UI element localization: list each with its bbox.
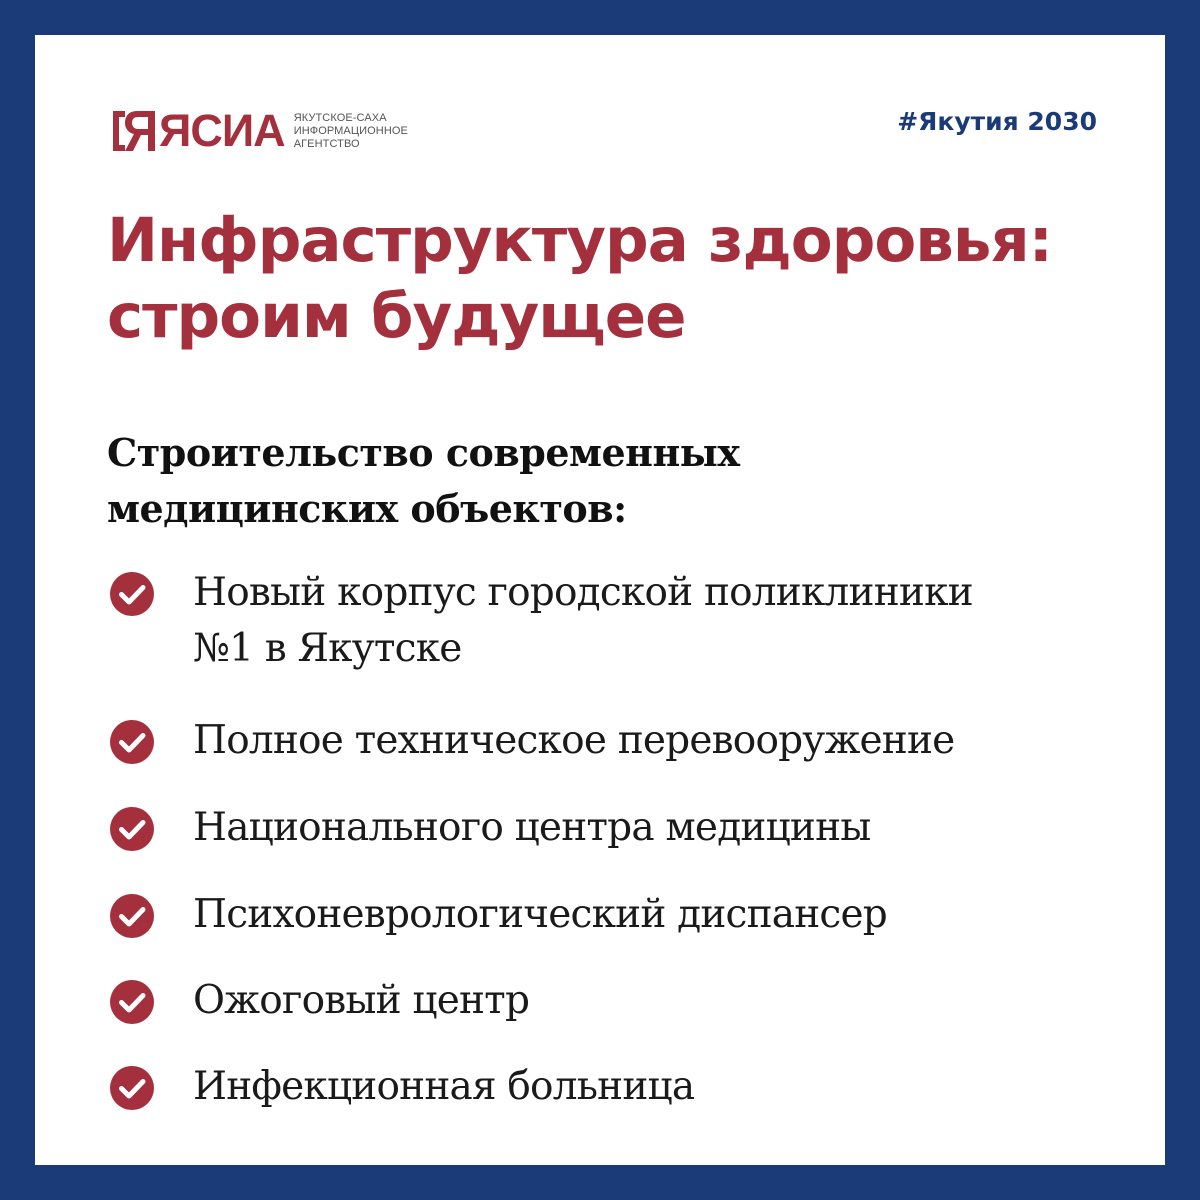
list-item-line: Инфекционная больница — [193, 1064, 695, 1109]
list-item-text — [193, 973, 1113, 1029]
subheading-line: Строительство современных — [107, 430, 740, 475]
headline — [107, 203, 1127, 355]
list-item-line: Психоневрологический диспансер — [193, 892, 887, 937]
headline-line: строим будущее — [107, 281, 686, 352]
list-item-line: Новый корпус городской поликлиники — [193, 570, 973, 615]
check-circle-icon — [109, 806, 155, 852]
subheading — [107, 425, 1107, 537]
brand-logo — [111, 105, 408, 157]
headline-line: Инфраструктура здоровья: — [107, 205, 1053, 276]
hashtag: #Якутия 2030 — [897, 107, 1097, 136]
check-circle-icon — [109, 719, 155, 765]
list-item-text — [193, 887, 1113, 943]
logo-tagline-line: АГЕНТСТВО — [293, 137, 360, 150]
check-circle-icon — [109, 893, 155, 939]
logo-tagline-line: ИНФОРМАЦИОННОЕ — [293, 124, 408, 137]
list-item-line: Ожоговый центр — [193, 978, 530, 1023]
logo-tagline-line: ЯКУТСКОЕ-САХА — [293, 111, 387, 124]
list-item-line: Полное техническое перевооружение — [193, 718, 955, 763]
list-item-line: №1 в Якутске — [193, 626, 462, 671]
logo-tagline — [294, 112, 408, 151]
content-card — [35, 35, 1165, 1165]
check-circle-icon — [109, 1065, 155, 1111]
list-item-line: Национального центра медицины — [193, 805, 871, 850]
logo-wordmark: ЯСИА — [159, 105, 285, 156]
bracket-logo-icon — [111, 107, 157, 155]
list-item-text — [193, 713, 1113, 769]
check-circle-icon — [109, 571, 155, 617]
subheading-line: медицинских объектов: — [107, 486, 627, 531]
list-item-text — [193, 1059, 1113, 1115]
check-circle-icon — [109, 979, 155, 1025]
list-item-text — [193, 800, 1113, 856]
list-item-text — [193, 565, 1113, 677]
